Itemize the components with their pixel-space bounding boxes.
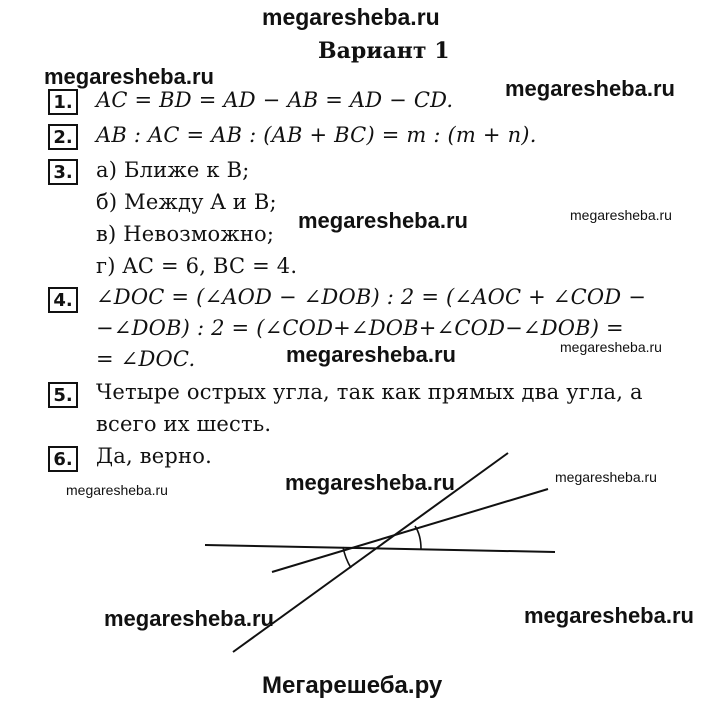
watermark: megaresheba.ru — [570, 207, 672, 223]
answer-number-4: 4. — [48, 287, 78, 313]
watermark: megaresheba.ru — [104, 606, 274, 631]
page-title: Вариант 1 — [318, 38, 450, 64]
watermark: megaresheba.ru — [66, 482, 168, 498]
answer-number-6: 6. — [48, 446, 78, 472]
answer-3d-text: г) AC = 6, BC = 4. — [96, 254, 298, 278]
answer-5-line-1: Четыре острых угла, так как прямых два угла, а — [96, 380, 643, 404]
watermark: megaresheba.ru — [555, 469, 657, 485]
answer-3c-text: в) Невозможно; — [96, 222, 275, 246]
watermark: megaresheba.ru — [298, 208, 468, 233]
answer-3b-text: б) Между A и B; — [96, 190, 277, 214]
answer-number-3: 3. — [48, 159, 78, 185]
watermark: megaresheba.ru — [524, 603, 694, 628]
answer-6-text: Да, верно. — [96, 444, 212, 468]
watermark-top: megaresheba.ru — [262, 4, 440, 30]
watermark: megaresheba.ru — [286, 342, 456, 367]
answer-1-text: AC = BD = AD − AB = AD − CD. — [96, 88, 454, 112]
watermark: megaresheba.ru — [560, 339, 662, 355]
answer-5-line-2: всего их шесть. — [96, 412, 272, 436]
line-shallow — [272, 489, 548, 572]
answer-number-5: 5. — [48, 382, 78, 408]
watermark: megaresheba.ru — [505, 76, 675, 101]
footer-brand: Мегарешеба.ру — [262, 672, 443, 699]
answer-number-2: 2. — [48, 124, 78, 150]
answer-2-text: AB : AC = AB : (AB + BC) = m : (m + n). — [96, 123, 537, 147]
answer-number-1: 1. — [48, 89, 78, 115]
answer-4-line-3: = ∠DOC. — [96, 347, 196, 371]
watermark: megaresheba.ru — [44, 64, 214, 89]
answer-3a-text: а) Ближе к B; — [96, 158, 250, 182]
line-steep — [233, 453, 508, 652]
watermark: megaresheba.ru — [285, 470, 455, 495]
answer-4-line-1: ∠DOC = (∠AOD − ∠DOB) : 2 = (∠AOC + ∠COD − — [96, 285, 646, 309]
answer-4-line-2: −∠DOB) : 2 = (∠COD+∠DOB+∠COD−∠DOB) = — [96, 316, 624, 340]
